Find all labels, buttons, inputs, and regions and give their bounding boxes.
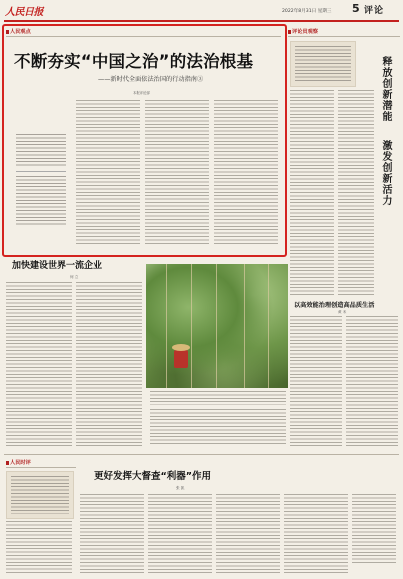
featured-subtitle: ——新时代全面依法治国的行动指南③: [98, 76, 204, 83]
tag-underline: [6, 36, 281, 37]
photo-caption: [150, 391, 286, 405]
tag-underline: [6, 467, 76, 468]
tag-mark-icon: [6, 461, 9, 465]
right-column: [288, 28, 400, 298]
article-world-class-enterprises: [6, 258, 146, 453]
issue-date: 2022年8月31日 星期三: [282, 9, 332, 14]
farmer-figure: [174, 350, 188, 368]
right-body-col-1: [290, 90, 334, 295]
bottom-body-col-4: [284, 494, 348, 574]
bottom-article-byline: 张 凯: [176, 486, 185, 490]
article3-byline: 黄 禾: [338, 310, 347, 314]
pull-quote-2: [16, 176, 66, 226]
featured-article: [6, 28, 281, 250]
featured-body-col-2: [145, 100, 209, 246]
people-comment: [6, 459, 76, 577]
right-body-col-2: [338, 90, 374, 295]
article2-body-col-1: [6, 282, 72, 448]
pull-quote-1: [16, 134, 66, 168]
article2-body-col-2: [76, 282, 142, 448]
article3-body-col-1: [290, 316, 342, 446]
masthead-logo: 人民日报: [5, 7, 43, 18]
tag-underline: [288, 36, 400, 37]
masthead-rule: [4, 20, 399, 22]
people-comment-body: [6, 521, 72, 575]
article2-byline: 何 立: [70, 275, 79, 279]
section-name: 评论: [364, 6, 385, 16]
bottom-body-col-1: [80, 494, 144, 574]
article3-body-col-2: [346, 316, 398, 446]
photo-article-body: [150, 409, 286, 445]
featured-title: 不断夯实“中国之治”的法治根基: [14, 52, 254, 71]
tag-mark-icon: [6, 30, 9, 34]
page-number: 5: [352, 2, 360, 15]
bottom-body-col-3: [216, 494, 280, 574]
article-governance: [290, 298, 400, 450]
right-vertical-title-2: 激发创新活力: [380, 140, 391, 206]
masthead: [0, 0, 403, 22]
right-summary-box: [290, 41, 356, 87]
featured-body-col-3: [214, 100, 278, 246]
pull-quote-divider: [16, 171, 66, 172]
article-supervision: [80, 462, 400, 577]
bottom-body-col-5: [352, 494, 396, 564]
news-photo: [146, 264, 288, 388]
section-divider: [4, 454, 399, 455]
right-vertical-title-1: 释放创新潜能: [380, 56, 391, 122]
featured-body-col-1: [76, 100, 140, 246]
article3-title: 以高效能治理创造高品质生活: [294, 302, 375, 309]
section-tag-people-view: 人民观点: [6, 28, 31, 35]
people-comment-summary-box: [6, 471, 74, 519]
section-tag-people-comment: 人民时评: [6, 459, 31, 466]
farmer-hat: [172, 344, 190, 351]
bottom-body-col-2: [148, 494, 212, 574]
featured-byline: 本报评论部: [133, 91, 150, 95]
article2-title: 加快建设世界一流企业: [12, 261, 103, 271]
section-tag-commentator: 评论员观察: [288, 28, 318, 35]
tag-mark-icon: [288, 30, 291, 34]
bottom-article-title: 更好发挥大督查“利器”作用: [94, 471, 211, 482]
